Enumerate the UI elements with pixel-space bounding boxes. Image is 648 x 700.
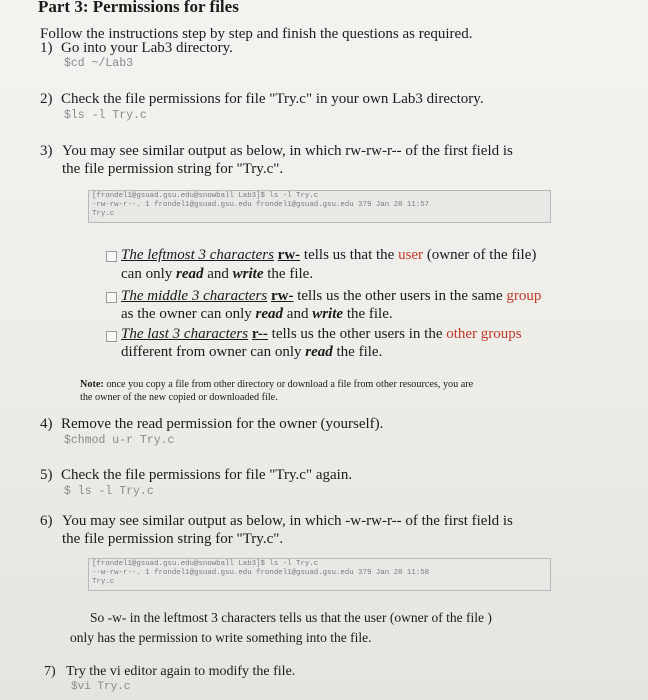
terminal-output-2	[88, 558, 551, 591]
step-6-number: 6)	[40, 513, 53, 529]
step-4-text: Remove the read permission for the owner (yourself).	[61, 416, 384, 432]
bullet-leftmost-line-1: The leftmost 3 characters rw- tells us that the user (owner of the file)	[121, 247, 537, 263]
step-5-text: Check the file permissions for file "Try.c" again.	[61, 467, 353, 483]
intro-text: Follow the instructions step by step and finish the questions as required.	[40, 26, 473, 42]
note-line-1: Note: once you copy a file from other directory or download a file from other resources, you are	[80, 379, 474, 390]
step-2-number: 2)	[40, 91, 53, 107]
checkbox-icon	[106, 292, 117, 303]
terminal-2-line-3: Try.c	[92, 578, 115, 586]
checkbox-icon	[106, 331, 117, 342]
terminal-output-1	[88, 190, 551, 223]
bullet-last-line-2: different from owner can only read the file.	[121, 344, 383, 360]
step-2-text: Check the file permissions for file "Try.c" in your own Lab3 directory.	[61, 91, 484, 107]
step-1-number: 1)	[40, 40, 53, 56]
terminal-1-line-2: -rw-rw-r--. 1 frondel1@gsuad.gsu.edu frondel1@gsuad.gsu.edu 379 Jan 28 11:57	[92, 201, 430, 209]
step-1-command: $cd ~/Lab3	[64, 57, 134, 70]
bullet-leftmost-line-2: can only read and write the file.	[121, 266, 314, 282]
step-5-number: 5)	[40, 467, 53, 483]
step-3-line-1: You may see similar output as below, in which rw-rw-r-- of the first field is	[62, 143, 513, 159]
section-heading: Part 3: Permissions for files	[38, 0, 239, 16]
note-line-2: the owner of the new copied or downloaded file.	[80, 392, 278, 403]
step-6-line-1: You may see similar output as below, in which -w-rw-r-- of the first field is	[62, 513, 513, 529]
step-5-command: $ ls -l Try.c	[64, 485, 154, 498]
step-6-line-2: the file permission string for "Try.c".	[62, 531, 284, 547]
step-4-command: $chmod u-r Try.c	[64, 434, 175, 447]
step-3-number: 3)	[40, 143, 53, 159]
bullet-last-line-1: The last 3 characters r-- tells us the other users in the other groups	[121, 326, 522, 342]
step-6-explanation-line-2: only has the permission to write something into the file.	[70, 630, 372, 645]
step-6-explanation-line-1: So -w- in the leftmost 3 characters tells us that the user (owner of the file )	[90, 610, 492, 625]
step-1-text: Go into your Lab3 directory.	[61, 40, 233, 56]
step-2-command: $ls -l Try.c	[64, 109, 147, 122]
bullet-middle-line-1: The middle 3 characters rw- tells us the other users in the same group	[121, 288, 542, 304]
step-7-number: 7)	[44, 664, 56, 679]
bullet-middle-line-2: as the owner can only read and write the file.	[121, 306, 393, 322]
terminal-2-line-1: [frondel1@gsuad.gsu.edu@snowball Lab3]$ ls -l Try.c	[92, 560, 319, 568]
step-4-number: 4)	[40, 416, 53, 432]
step-7-command: $vi Try.c	[71, 681, 131, 693]
terminal-2-line-2: --w-rw-r--. 1 frondel1@gsuad.gsu.edu frondel1@gsuad.gsu.edu 379 Jan 28 11:58	[92, 569, 430, 577]
step-7-text: Try the vi editor again to modify the file.	[66, 664, 296, 679]
step-3-line-2: the file permission string for "Try.c".	[62, 161, 284, 177]
terminal-1-line-3: Try.c	[92, 210, 115, 218]
terminal-1-line-1: [frondel1@gsuad.gsu.edu@snowball Lab3]$ ls -l Try.c	[92, 192, 319, 200]
checkbox-icon	[106, 251, 117, 262]
